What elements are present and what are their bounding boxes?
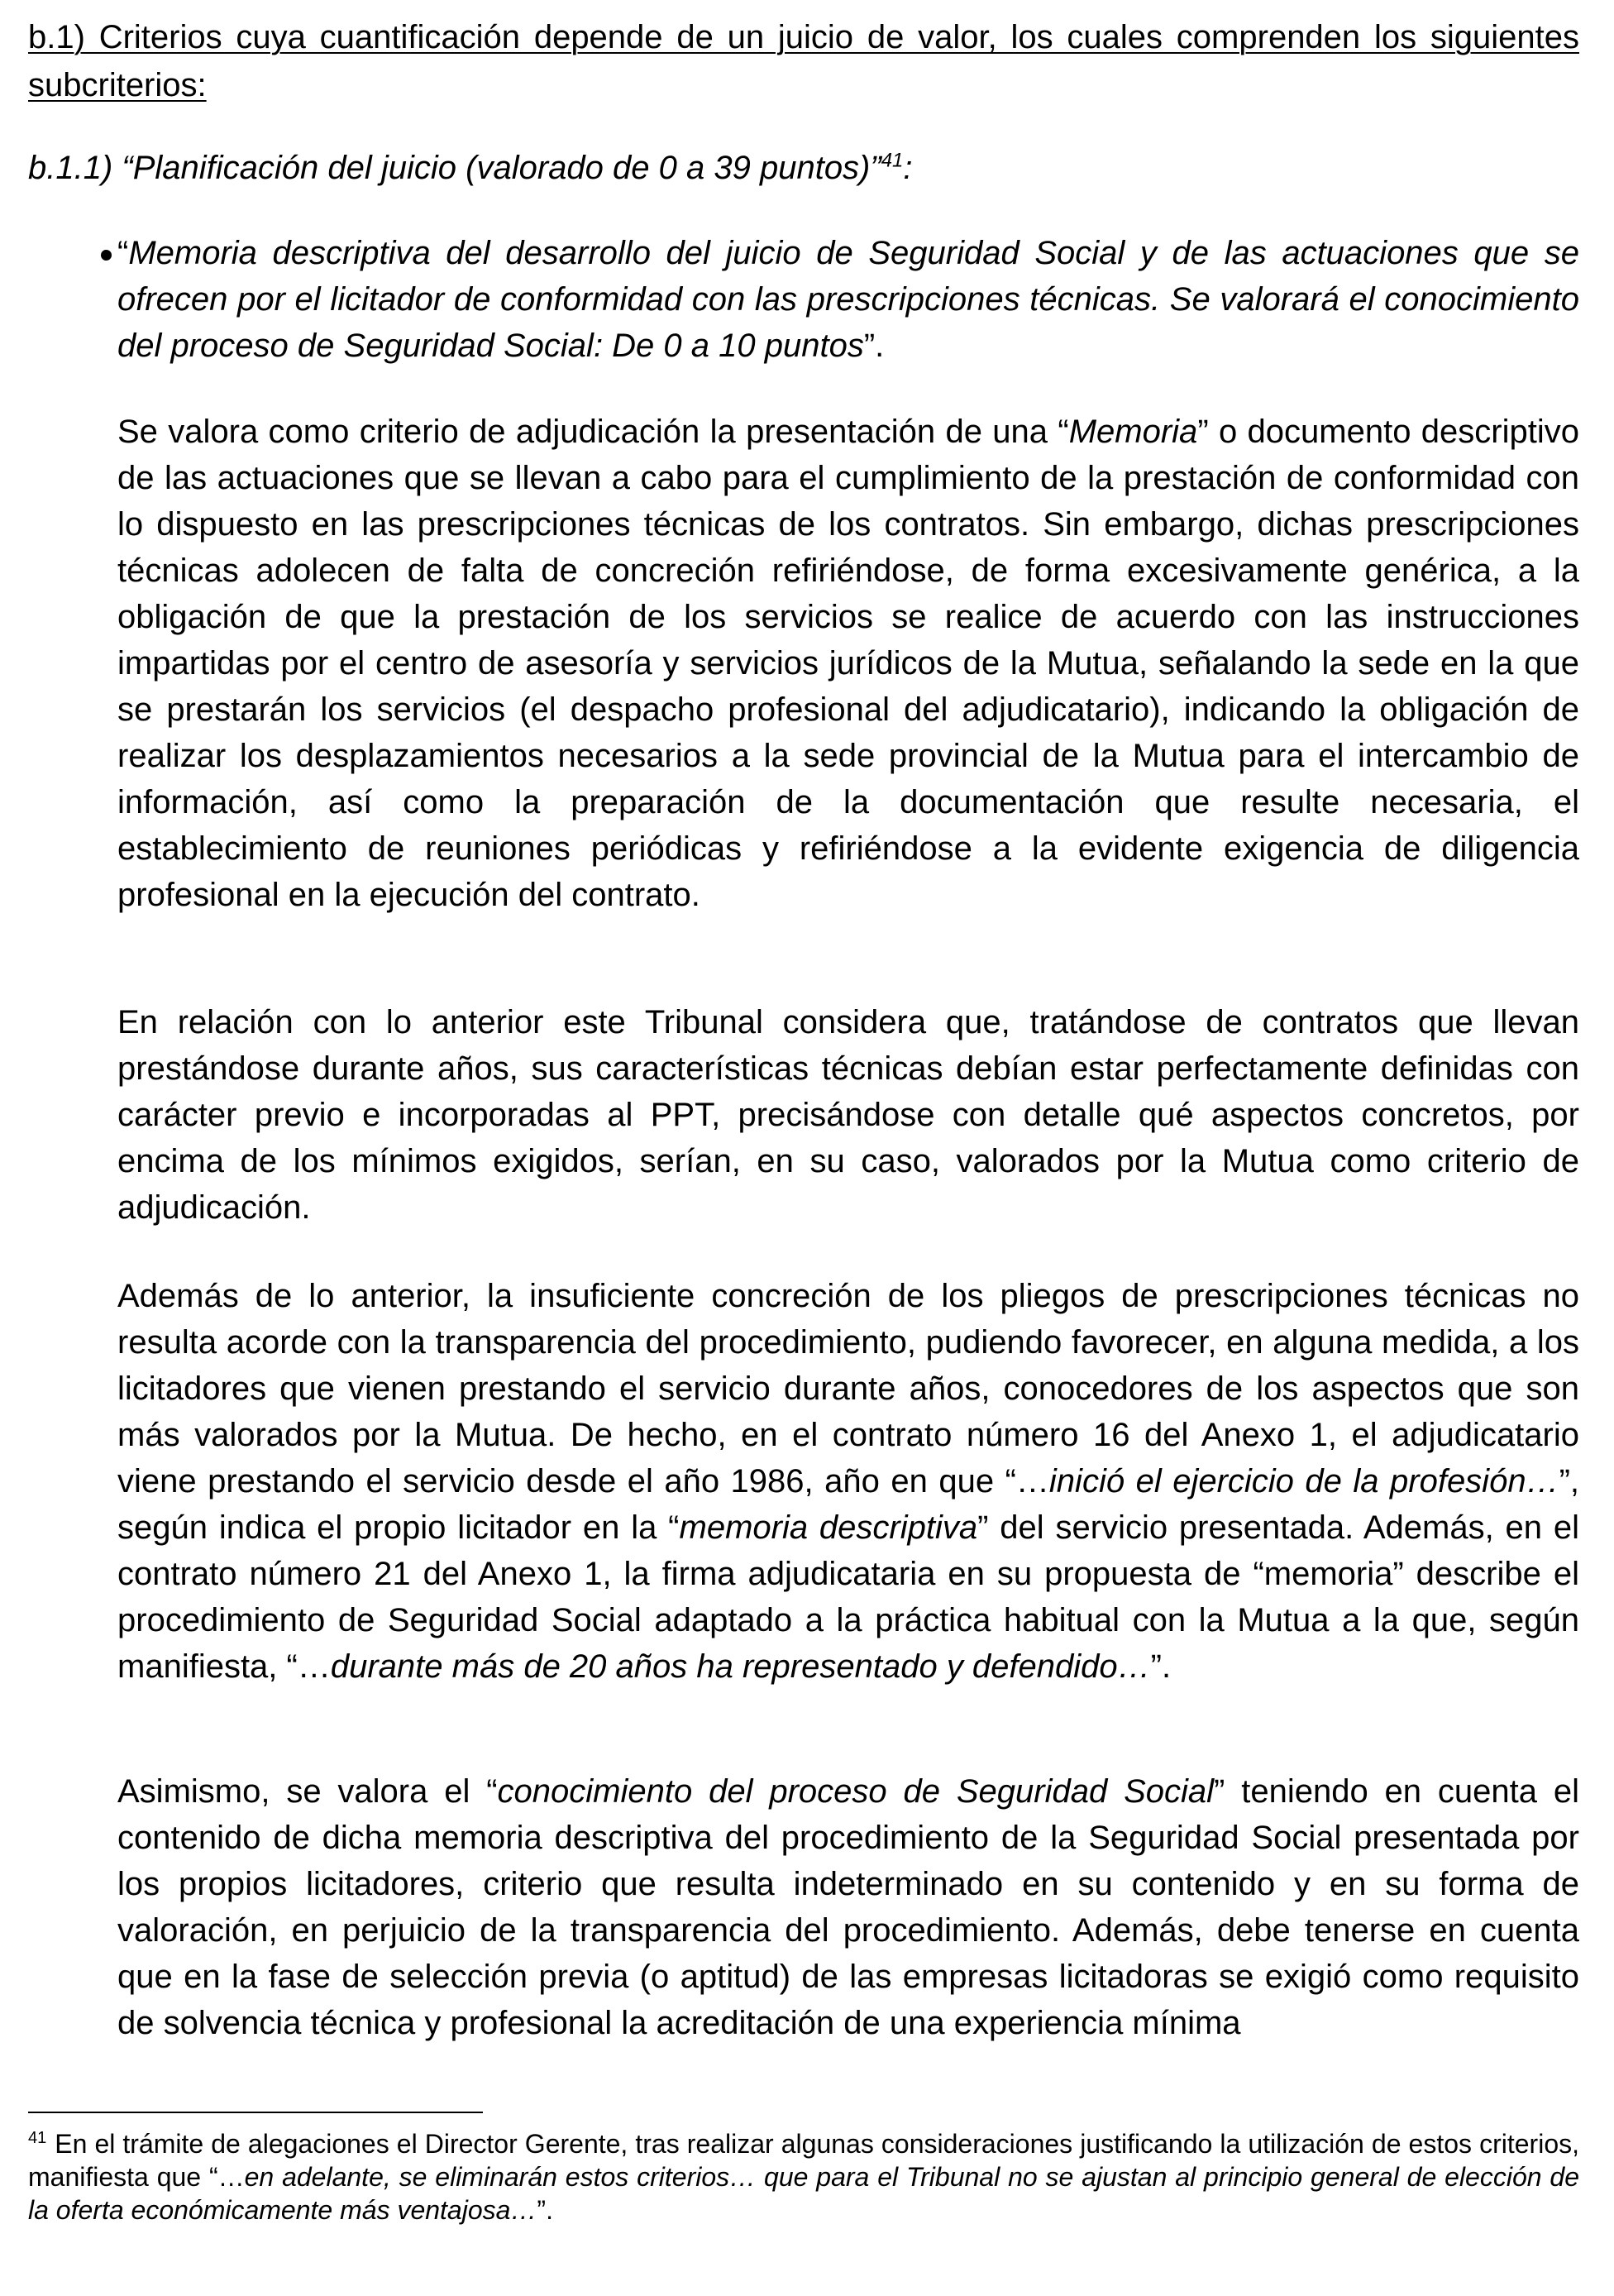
bullet-text <box>117 230 1579 369</box>
footnote-part-b: en adelante, se eliminarán estos criterios… que para el Tribunal no se ajustan al principio general de elección de la oferta económicamente más ventajosa… <box>28 2162 1579 2225</box>
p3-part-g: ”. <box>1150 1648 1172 1685</box>
p3-part-f: durante más de 20 años ha representado y defendido… <box>330 1648 1151 1685</box>
heading-b11-text: b.1.1) “Planificación del juicio (valorado de 0 a 39 puntos)” <box>28 150 881 186</box>
paragraph-memoria <box>117 409 1579 918</box>
paragraph-conocimiento <box>117 1768 1579 2046</box>
p3-part-b: inició el ejercicio de la profesión… <box>1048 1463 1559 1500</box>
bullet-open-quote: “ <box>117 235 129 271</box>
paragraph-tribunal: En relación con lo anterior este Tribunal considera que, tratándose de contratos que llevan prestándose durante años, sus características técnicas debían estar perfectamente definidas con carácter previo e incorporadas al PPT, precisándose con detalle qué aspectos concretos, por encima de los mínimos exigidos, serían, en su caso, valorados por la Mutua como criterio de adjudicación. <box>117 1004 1579 1226</box>
heading-b1-text: b.1) Criterios cuya cuantificación depende de un juicio de valor, los cuales comprenden los siguientes subcriterios <box>28 19 1579 103</box>
paragraph-transparencia <box>117 1273 1579 1690</box>
p1-part-a: Se valora como criterio de adjudicación la presentación de una “ <box>117 414 1069 450</box>
p4-part-a: Asimismo, se valora el “ <box>117 1773 498 1810</box>
p3-part-c: ”, según indica el propio licitador en la “ <box>117 1463 1579 1546</box>
section-heading-b1 <box>28 13 1579 109</box>
p3-part-d: memoria descriptiva <box>679 1509 978 1546</box>
footnote-part-a: En el trámite de alegaciones el Director Gerente, tras realizar algunas consideraciones justificando la utilización de estos criterios, manifiesta que “… <box>28 2129 1579 2192</box>
p1-part-b: Memoria <box>1068 414 1198 450</box>
heading-b11-colon: : <box>903 150 913 186</box>
footnote-part-c: ”. <box>537 2195 553 2225</box>
heading-b1-colon: : <box>197 67 207 103</box>
footnote-divider <box>28 2112 483 2113</box>
p3-part-a: Además de lo anterior, la insuficiente concreción de los pliegos de prescripciones técnicas no resulta acorde con la transparencia del procedimiento, pudiendo favorecer, en alguna medida, a los licitadores que vienen prestando el servicio durante años, conocedores de los aspectos que son más valorados por la Mutua. De hecho, en el contrato número 16 del Anexo 1, el adjudicatario viene prestando el servicio desde el año 1986, año en que “… <box>117 1278 1579 1500</box>
footnote-41 <box>28 2127 1579 2227</box>
footnote-reference-41[interactable]: 41 <box>881 149 904 172</box>
bullet-close: ”. <box>863 328 885 364</box>
bullet-quote: Memoria descriptiva del desarrollo del juicio de Seguridad Social y de las actuaciones que se ofrecen por el licitador de conformidad con las prescripciones técnicas. Se valorará el conocimiento del proceso de Seguridad Social: De 0 a 10 puntos <box>117 235 1579 364</box>
p1-part-c: ” o documento descriptivo de las actuaciones que se llevan a cabo para el cumplimiento de la prestación de conformidad con lo dispuesto en las prescripciones técnicas de los contratos. Sin embargo, dichas prescripciones técnicas adolecen de falta de concreción refiriéndose, de forma excesivamente genérica, a la obligación de que la prestación de los servicios se realice de acuerdo con las instrucciones impartidas por el centro de asesoría y servicios jurídicos de la Mutua, señalando la sede en la que se prestarán los servicios (el despacho profesional del adjudicatario), indicando la obligación de realizar los desplazamientos necesarios a la sede provincial de la Mutua para el intercambio de información, así como la preparación de la documentación que resulte necesaria, el establecimiento de reuniones periódicas y refiriéndose a la evidente exigencia de diligencia profesional en la ejecución del contrato. <box>117 414 1580 913</box>
p4-part-c: ” teniendo en cuenta el contenido de dicha memoria descriptiva del procedimiento de la Seguridad Social presentada por los propios licitadores, criterio que resulta indeterminado en su contenido y en su forma de valoración, en perjuicio de la transparencia del procedimiento. Además, debe tenerse en cuenta que en la fase de selección previa (o aptitud) de las empresas licitadoras se exigió como requisito de solvencia técnica y profesional la acreditación de una experiencia mínima <box>117 1773 1579 2041</box>
bullet-icon <box>101 250 112 261</box>
p3-part-e: ” del servicio presentada. Además, en el contrato número 21 del Anexo 1, la firma adjudicataria en su propuesta de “memoria” describe el procedimiento de Seguridad Social adaptado a la práctica habitual con la Mutua a la que, según manifiesta, “… <box>117 1509 1580 1685</box>
section-heading-b11 <box>28 144 1579 192</box>
p4-part-b: conocimiento del proceso de Seguridad Social <box>497 1773 1215 1810</box>
footnote-number: 41 <box>28 2129 47 2148</box>
